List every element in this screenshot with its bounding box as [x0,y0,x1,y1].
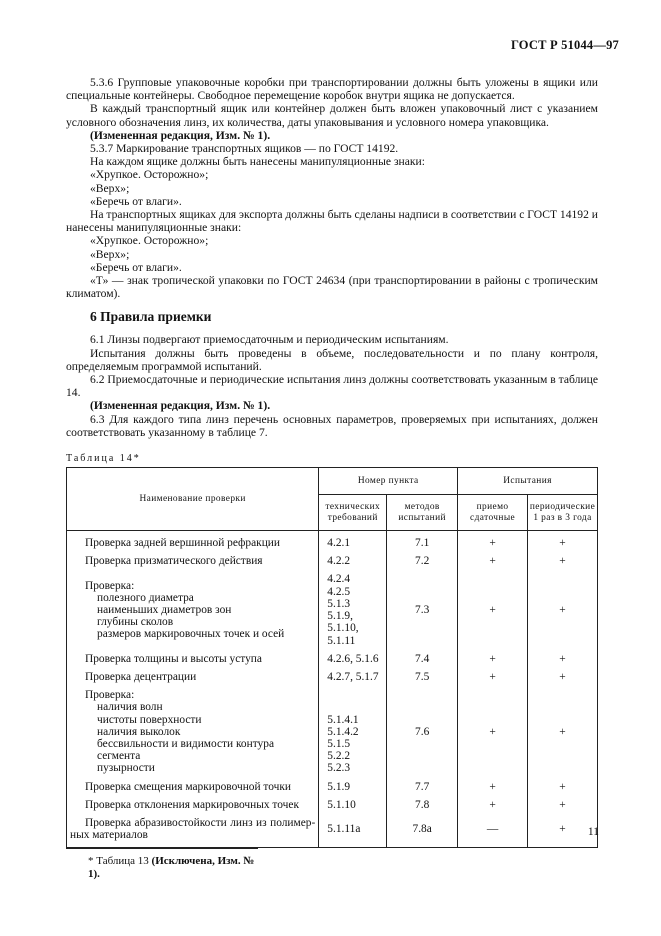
table-row [67,552,598,570]
paragraph-6-1-program: Испытания должны быть проведены в объеме, последовательности и по плану контроля, определяемым программой испытаний. [66,346,598,373]
header-tech-requirements: технических требований [319,495,387,531]
header-acceptance: приемо сдаточные [458,495,528,531]
paragraph-5-3-6: 5.3.6 Групповые упаковочные коробки при транспортировании должны быть уложены в ящики или специальные контейнеры. Свободное перемещение коробок внутри ящика не допускается. [66,76,598,103]
footnote-text: * Таблица 13 [88,855,152,868]
table-row [67,778,598,796]
sign-keep-dry-export: «Беречь от влаги». [90,260,182,274]
requirement-clause: 5.1.10 [327,798,356,811]
cell-test-method: 7.7 [387,778,458,796]
table-row [67,668,598,686]
cell-check-name [67,552,319,570]
cell-acceptance: + [458,686,528,777]
requirement-clause: 5.1.9 [327,780,351,793]
check-name-line: Проверка призматического действия [85,555,263,568]
cell-acceptance: + [458,778,528,796]
cell-tech-requirement [319,650,387,668]
cell-periodic: + [527,650,597,668]
check-name-line: пузырности [97,762,155,775]
cell-test-method: 7.2 [387,552,458,570]
cell-periodic: + [527,814,597,848]
cell-periodic: + [527,668,597,686]
cell-test-method: 7.5 [387,668,458,686]
amendment-note: (Измененная редакция, Изм. № 1). [90,128,271,142]
header-periodic: периодические 1 раз в 3 года [527,495,597,531]
check-name-line: наименьших диаметров зон [97,603,232,616]
paragraph-tropical: «Т» — знак тропической упаковки по ГОСТ 24634 (при транспортировании в районы с тропическим климатом). [66,274,598,301]
cell-tech-requirement [319,552,387,570]
cell-test-method: 7.8 [387,796,458,814]
check-name-line: Проверка задней вершинной рефракции [85,537,280,550]
amendment-note-2: (Измененная редакция, Изм. № 1). [90,399,271,413]
table-body [67,531,598,848]
cell-tech-requirement [319,531,387,553]
check-name-line: полезного диаметра [97,591,194,604]
paragraph-6-1: 6.1 Линзы подвергают приемосдаточным и периодическим испытаниям. [90,333,449,347]
requirement-clause: 5.1.3 [327,597,351,610]
paragraph-5-3-7: 5.3.7 Маркирование транспортных ящиков — по ГОСТ 14192. [90,142,399,156]
cell-periodic: + [527,778,597,796]
document-header: ГОСТ Р 51044—97 [510,38,619,52]
sign-fragile-export: «Хрупкое. Осторожно»; [90,234,209,248]
requirement-clause: 4.2.4 [327,573,351,586]
check-name-line: ных материалов [70,829,148,842]
table-row [67,650,598,668]
table-row [67,570,598,649]
cell-tech-requirement [319,686,387,777]
cell-check-name [67,531,319,553]
paragraph-export: На транспортных ящиках для экспорта должны быть сделаны надписи в соответствии с ГОСТ 14192 и нанесены манипуляционные знаки: [66,208,599,235]
check-name-line: наличия выколок [97,725,181,738]
check-name-line: Проверка абразивостойкости линз из полимер- [85,816,316,829]
table-row [67,686,598,777]
requirement-clause: 5.1.4.1 [327,713,359,726]
requirement-clause: 4.2.2 [327,555,351,568]
requirement-clause: 4.2.6, 5.1.6 [327,652,379,665]
requirement-clause: 4.2.7, 5.1.7 [327,670,379,683]
cell-test-method: 7.6 [387,686,458,777]
cell-periodic: + [527,796,597,814]
cell-acceptance: + [458,552,528,570]
cell-acceptance: — [458,814,528,848]
check-name-line: размеров маркировочных точек и осей [97,628,285,641]
cell-test-method: 7.3 [387,570,458,649]
page-number: 11 [587,826,599,838]
check-name-line: Проверка отклонения маркировочных точек [85,798,299,811]
cell-periodic: + [527,552,597,570]
cell-periodic: + [527,531,597,553]
cell-acceptance: + [458,570,528,649]
cell-acceptance: + [458,668,528,686]
cell-check-name [67,796,319,814]
table-caption: Таблица 14* [66,453,141,465]
document-body [66,76,598,881]
header-test-methods: методов испытаний [387,495,458,531]
check-name-line: бессвильности и видимости контура сегмента [97,737,274,763]
cell-acceptance: + [458,531,528,553]
requirement-clause: 4.2.1 [327,537,351,550]
cell-periodic: + [527,686,597,777]
table-row [67,796,598,814]
check-name-line: Проверка децентрации [85,670,197,683]
sign-fragile: «Хрупкое. Осторожно»; [90,168,209,182]
requirement-clause: 5.2.3 [327,762,351,775]
check-name-line: Проверка толщины и высоты уступа [85,652,262,665]
requirement-clause: 5.2.2 [327,750,351,763]
requirement-clause: 5.1.11 [327,634,356,647]
cell-check-name [67,668,319,686]
table-footnote [66,848,258,881]
table-14 [66,467,598,848]
section-6-title: 6 Правила приемки [90,309,212,325]
cell-acceptance: + [458,796,528,814]
check-name-line: глубины сколов [97,616,174,629]
header-tests: Испытания [458,468,598,495]
cell-check-name [67,778,319,796]
sign-top-export: «Верх»; [90,247,130,261]
requirement-clause: 5.1.5 [327,737,351,750]
requirement-clause: 4.2.5 [327,585,351,598]
paragraph-handling-signs: На каждом ящике должны быть нанесены манипуляционные знаки: [90,155,425,169]
check-name-line: наличия волн [97,701,163,714]
paragraph-6-2: 6.2 Приемосдаточные и периодические испытания линз должны соответствовать указанным в таблице 14. [66,373,598,400]
cell-check-name [67,570,319,649]
cell-periodic: + [527,570,597,649]
requirement-clause: 5.1.4.2 [327,725,359,738]
cell-tech-requirement [319,668,387,686]
check-name-line: Проверка: [85,689,135,702]
cell-check-name [67,814,319,848]
sign-top: «Верх»; [90,181,130,195]
cell-tech-requirement [319,814,387,848]
footnote-bold: (Исключена, Изм. № 1). [88,855,255,881]
check-name-line: Проверка смещения маркировочной точки [85,780,292,793]
header-check-name: Наименование проверки [67,468,319,531]
check-name-line: Проверка: [85,579,135,592]
table-row [67,814,598,848]
cell-tech-requirement [319,778,387,796]
table-row [67,531,598,553]
sign-keep-dry: «Беречь от влаги». [90,194,182,208]
cell-acceptance: + [458,650,528,668]
cell-test-method: 7.8а [387,814,458,848]
cell-check-name [67,686,319,777]
cell-test-method: 7.1 [387,531,458,553]
check-name-line: чистоты поверхности [97,713,202,726]
paragraph-packing-list: В каждый транспортный ящик или контейнер должен быть вложен упаковочный лист с указанием условного обозначения линз, их количества, даты упаковывания и условного номера упаковщика. [66,102,598,129]
header-clause-number: Номер пункта [319,468,458,495]
cell-tech-requirement [319,570,387,649]
cell-test-method: 7.4 [387,650,458,668]
cell-check-name [67,650,319,668]
paragraph-6-3: 6.3 Для каждого типа линз перечень основных параметров, проверяемых при испытаниях, должен соответствовать указанному в таблице 7. [66,412,598,439]
requirement-clause: 5.1.11а [327,823,361,836]
requirement-clause: 5.1.9, 5.1.10, [327,610,359,635]
cell-tech-requirement [319,796,387,814]
